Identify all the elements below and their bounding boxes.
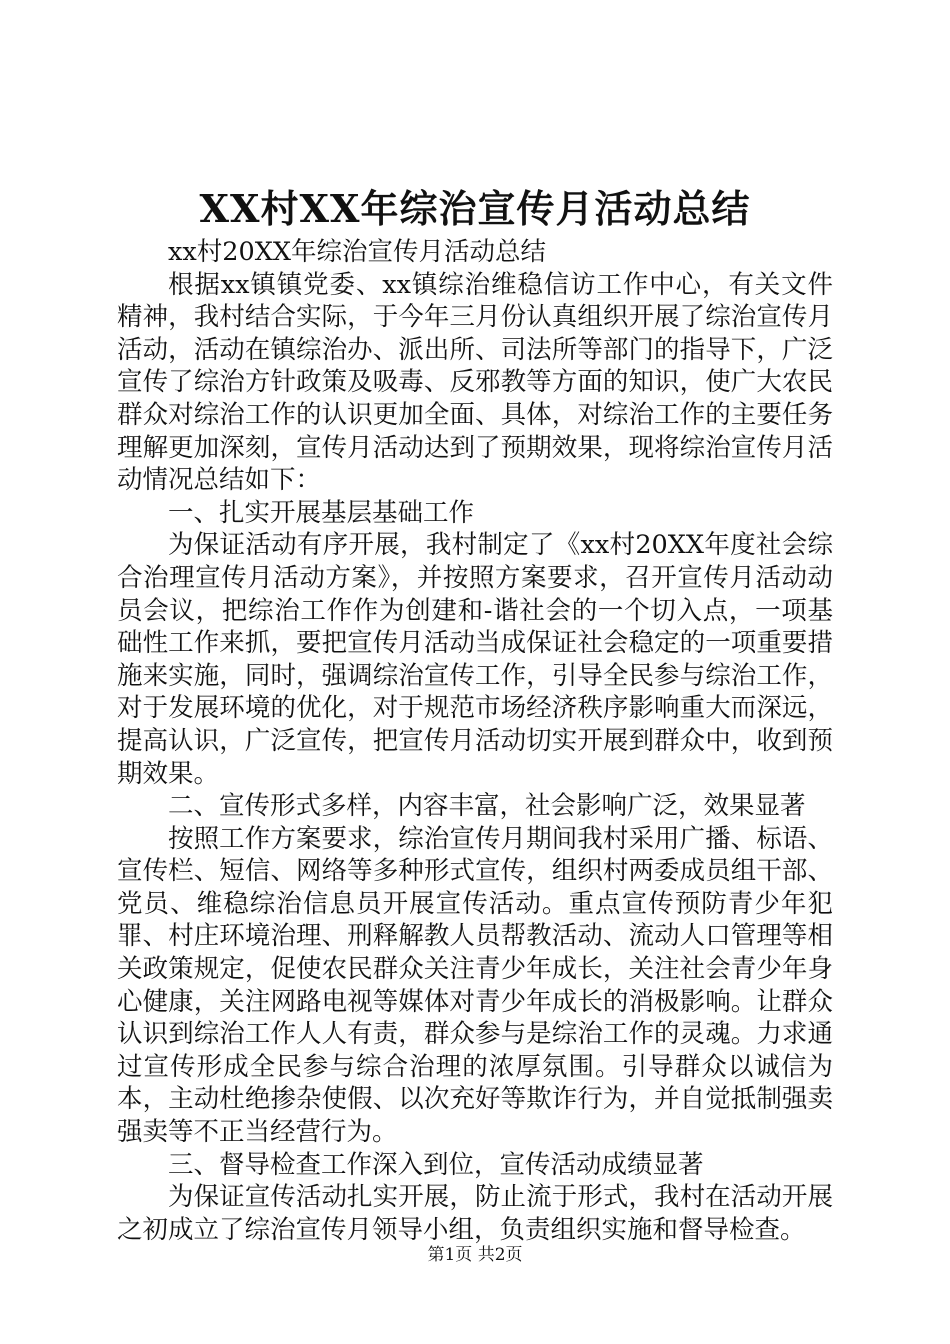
page-number-footer: 第1页 共2页: [427, 1245, 523, 1265]
paragraph-intro: 根据xx镇镇党委、xx镇综治维稳信访工作中心，有关文件精神，我村结合实际，于今年三月份认真组织开展了综治宣传月活动，活动在镇综治办、派出所、司法所等部门的指导下，广泛宣传了综治方针政策及吸毒、反邪教等方面的知识，使广大农民群众对综治工作的认识更加全面、具体，对综治工作的主要任务理解更加深刻，宣传月活动达到了预期效果，现将综治宣传月活动情况总结如下：: [117, 269, 833, 496]
paragraph-section-1: 为保证活动有序开展，我村制定了《xx村20XX年度社会综合治理宣传月活动方案》，并按照方案要求，召开宣传月活动动员会议，把综治工作作为创建和-谐社会的一个切入点，一项基础性工作来抓，要把宣传月活动当成保证社会稳定的一项重要措施来实施，同时，强调综治宣传工作，引导全民参与综治工作，对于发展环境的优化，对于规范市场经济秩序影响重大而深远，提高认识，广泛宣传，把宣传月活动切实开展到群众中，收到预期效果。: [117, 530, 833, 789]
document-title: XX村XX年综治宣传月活动总结: [199, 186, 751, 231]
section-heading-1: 一、扎实开展基层基础工作: [168, 497, 475, 528]
paragraph-section-2: 按照工作方案要求，综治宣传月期间我村采用广播、标语、宣传栏、短信、网络等多种形式宣传，组织村两委成员组干部、党员、维稳综治信息员开展宣传活动。重点宣传预防青少年犯罪、村庄环境治理、刑释解教人员帮教活动、流动人口管理等相关政策规定，促使农民群众关注青少年成长，关注社会青少年身心健康，关注网路电视等媒体对青少年成长的消极影响。让群众认识到综治工作人人有责，群众参与是综治工作的灵魂。力求通过宣传形成全民参与综合治理的浓厚氛围。引导群众以诚信为本，主动杜绝掺杂使假、以次充好等欺诈行为，并自觉抵制强卖强卖等不正当经营行为。: [117, 823, 833, 1148]
document-body: [117, 236, 833, 1246]
paragraph-section-3: 为保证宣传活动扎实开展，防止流于形式，我村在活动开展之初成立了综治宣传月领导小组，负责组织实施和督导检查。: [117, 1182, 833, 1245]
section-heading-3: 三、督导检查工作深入到位，宣传活动成绩显著: [168, 1149, 704, 1180]
paragraph-subtitle: xx村20XX年综治宣传月活动总结: [168, 237, 547, 267]
section-heading-2: 二、宣传形式多样，内容丰富，社会影响广泛，效果显著: [168, 791, 806, 822]
